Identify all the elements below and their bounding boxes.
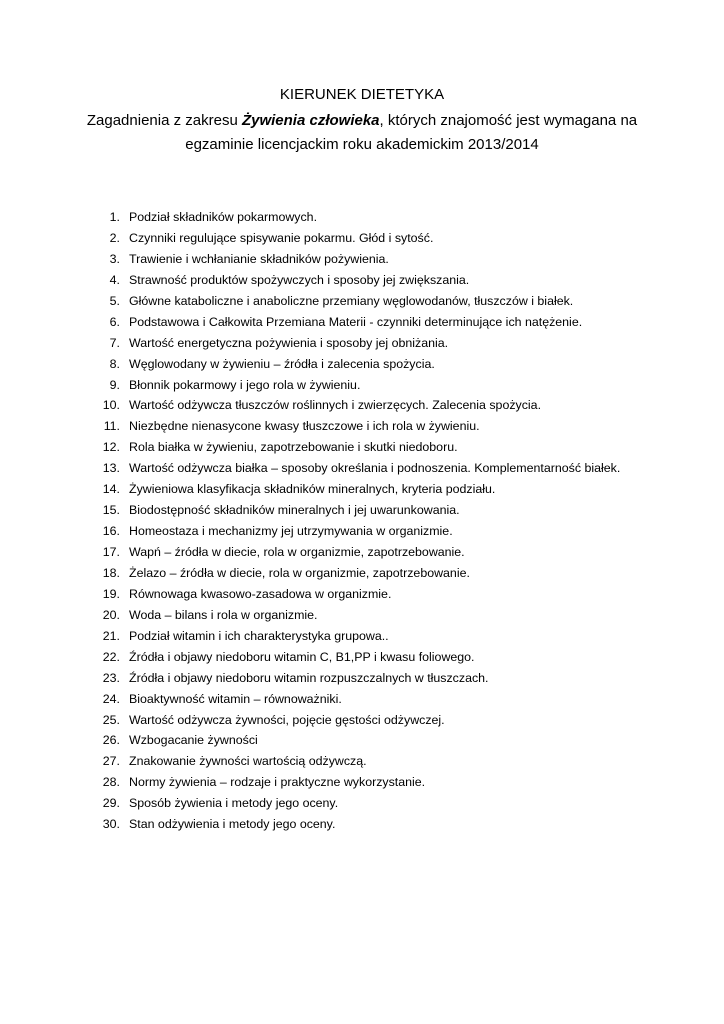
document-title: KIERUNEK DIETETYKA [279, 86, 445, 103]
topic-number: 24. [102, 691, 120, 706]
topic-number: 6. [109, 314, 120, 329]
topic-number: 9. [109, 377, 120, 392]
topic-text: Trawienie i wchłanianie składników pożywienia. [129, 251, 389, 266]
topic-text: Rola białka w żywieniu, zapotrzebowanie i skutki niedoboru. [129, 440, 458, 455]
topic-number: 21. [102, 628, 120, 643]
topic-number: 30. [102, 817, 120, 832]
topic-number: 3. [109, 251, 120, 266]
topic-number: 2. [109, 230, 120, 245]
topic-number: 18. [102, 565, 120, 580]
topic-text: Wapń – źródła w diecie, rola w organizmie, zapotrzebowanie. [129, 545, 465, 559]
topic-text: Żelazo – źródła w diecie, rola w organizmie, zapotrzebowanie. [129, 565, 470, 580]
topic-number: 4. [109, 272, 120, 287]
topic-text: Czynniki regulujące spisywanie pokarmu. Głód i sytość. [129, 230, 434, 245]
topic-number: 23. [102, 670, 120, 685]
topic-number: 8. [109, 356, 120, 371]
topic-number: 19. [102, 586, 120, 601]
topic-text: Wartość odżywcza tłuszczów roślinnych i zwierzęcych. Zalecenia spożycia. [129, 398, 542, 413]
topic-text: Sposób żywienia i metody jego oceny. [129, 796, 339, 811]
topic-number: 27. [102, 754, 120, 769]
topic-number: 28. [102, 775, 120, 790]
topic-text: Wartość odżywcza białka – sposoby określania i podnoszenia. Komplementarność białek. [129, 461, 621, 476]
topic-text: Żywieniowa klasyfikacja składników mineralnych, kryteria podziału. [129, 482, 496, 497]
topic-text: Niezbędne nienasycone kwasy tłuszczowe i ich rola w żywieniu. [129, 419, 480, 434]
topic-number: 5. [109, 293, 120, 308]
topic-number: 11. [103, 419, 120, 434]
topic-number: 14. [102, 482, 120, 497]
topic-text: Podział składników pokarmowych. [129, 210, 318, 224]
topic-text: Bioaktywność witamin – równoważniki. [129, 691, 342, 706]
topic-text: Źródła i objawy niedoboru witamin rozpuszczalnych w tłuszczach. [129, 670, 489, 685]
document-subtitle-line-1 [60, 110, 664, 132]
topic-text: Wartość odżywcza żywności, pojęcie gęstości odżywczej. [129, 712, 445, 727]
document-subtitle-line-2: egzaminie licencjackim roku akademickim 2013/2014 [185, 136, 539, 153]
topic-number: 20. [102, 607, 120, 622]
topic-number: 29. [102, 796, 120, 811]
subtitle-text-after: , których znajomość jest wymagana na [379, 112, 638, 129]
topic-text: Woda – bilans i rola w organizmie. [129, 607, 318, 622]
topic-text: Homeostaza i mechanizmy jej utrzymywania w organizmie. [129, 524, 453, 539]
topic-number: 12. [102, 440, 120, 455]
topic-text: Znakowanie żywności wartością odżywczą. [129, 754, 367, 769]
topic-number: 13. [102, 461, 120, 476]
topic-number: 26. [102, 733, 120, 748]
topic-text: Błonnik pokarmowy i jego rola w żywieniu. [129, 377, 361, 392]
topic-text: Wzbogacanie żywności [129, 733, 258, 748]
topic-text: Węglowodany w żywieniu – źródła i zalecenia spożycia. [129, 356, 435, 371]
topic-text: Normy żywienia – rodzaje i praktyczne wykorzystanie. [129, 775, 426, 790]
topic-text: Równowaga kwasowo-zasadowa w organizmie. [129, 586, 392, 601]
topic-text: Biodostępność składników mineralnych i jej uwarunkowania. [129, 503, 460, 518]
topic-number: 25. [102, 712, 120, 727]
topic-text: Podstawowa i Całkowita Przemiana Materii - czynniki determinujące ich natężenie. [129, 314, 583, 329]
subject-name: Żywienia człowieka [241, 112, 380, 129]
topic-number: 10. [102, 398, 120, 413]
topic-text: Podział witamin i ich charakterystyka grupowa.. [129, 628, 389, 643]
subtitle-text-before: Zagadnienia z zakresu [86, 112, 242, 129]
topic-number: 1. [109, 210, 120, 224]
topic-number: 22. [102, 649, 120, 664]
topic-text: Strawność produktów spożywczych i sposoby jej zwiększania. [129, 272, 470, 287]
topic-number: 7. [109, 335, 120, 350]
topic-text: Główne kataboliczne i anaboliczne przemiany węglowodanów, tłuszczów i białek. [129, 293, 574, 308]
topic-number: 16. [102, 524, 120, 539]
topic-text: Wartość energetyczna pożywienia i sposoby jej obniżania. [129, 335, 449, 350]
topic-text: Stan odżywienia i metody jego oceny. [129, 817, 336, 832]
topic-text: Źródła i objawy niedoboru witamin C, B1,PP i kwasu foliowego. [129, 649, 475, 664]
topic-number: 17. [102, 545, 120, 559]
topic-number: 15. [102, 503, 120, 518]
